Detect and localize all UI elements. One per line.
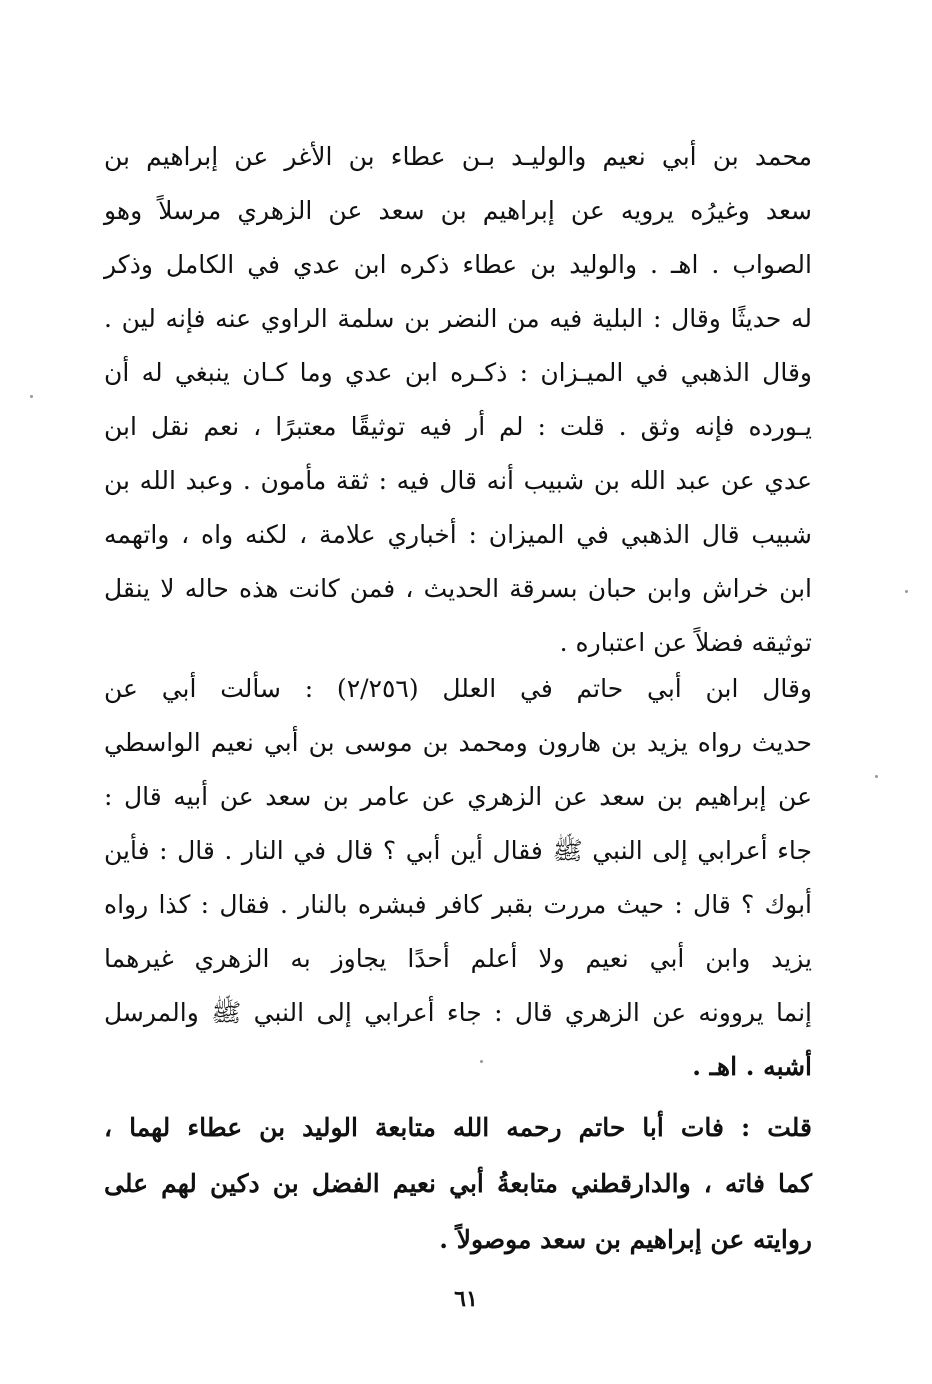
text-line: وقال الذهبي في الميـزان : ذكـره ابن عدي وما كـان ينبغي له أن	[104, 358, 812, 387]
paragraph-3	[104, 1100, 812, 1268]
text-line: ابن خراش وابن حبان بسرقة الحديث ، فمن كانت هذه حاله لا ينقل	[104, 574, 812, 603]
paragraph-2	[104, 662, 812, 1094]
text-line: روايته عن إبراهيم بن سعد موصولاً .	[439, 1225, 812, 1254]
text-line: سعد وغيرُه يرويه عن إبراهيم بن سعد عن الزهري مرسلاً وهو	[104, 196, 812, 225]
text-line: كما فاته ، والدارقطني متابعةُ أبي نعيم الفضل بن دكين لهم على	[104, 1169, 812, 1198]
paragraph-1	[104, 130, 812, 670]
text-line: جاء أعرابي إلى النبي ﷺ فقال أين أبي ؟ قال في النار . قال : فأين	[104, 836, 812, 865]
text-line: عن إبراهيم بن سعد عن الزهري عن عامر بن سعد عن أبيه قال :	[104, 782, 812, 811]
scan-speck	[875, 775, 878, 778]
text-line: يزيد وابن أبي نعيم ولا أعلم أحدًا يجاوز به الزهري غيرهما	[104, 944, 812, 973]
text-line: شبيب قال الذهبي في الميزان : أخباري علامة ، لكنه واه ، واتهمه	[104, 520, 812, 549]
text-line: قلت : فات أبا حاتم رحمه الله متابعة الوليد بن عطاء لهما ،	[104, 1113, 812, 1142]
scan-speck	[480, 1060, 483, 1063]
scan-speck	[30, 395, 33, 398]
page-number: ٦١	[454, 1286, 478, 1312]
scan-speck	[905, 590, 908, 593]
text-line: أشبه . اهـ .	[692, 1052, 812, 1081]
text-line: توثيقه فضلاً عن اعتباره .	[559, 628, 812, 657]
text-line: محمد بن أبي نعيم والوليـد بـن عطاء بن الأغر عن إبراهيم بن	[104, 142, 812, 171]
text-line: حديث رواه يزيد بن هارون ومحمد بن موسى بن أبي نعيم الواسطي	[104, 728, 812, 757]
text-line: الصواب . اهـ . والوليد بن عطاء ذكره ابن عدي في الكامل وذكر	[104, 250, 812, 279]
text-line: له حديثًا وقال : البلية فيه من النضر بن سلمة الراوي عنه فإنه لين .	[104, 304, 812, 333]
text-line: إنما يروونه عن الزهري قال : جاء أعرابي إلى النبي ﷺ والمرسل	[104, 998, 812, 1027]
text-line: وقال ابن أبي حاتم في العلل (٢/٢٥٦) : سألت أبي عن	[104, 674, 813, 703]
text-line: أبوك ؟ قال : حيث مررت بقبر كافر فبشره بالنار . فقال : كذا رواه	[104, 890, 812, 919]
text-line: يـورده فإنه وثق . قلت : لم أر فيه توثيقًا معتبرًا ، نعم نقل ابن	[104, 412, 812, 441]
text-line: عدي عن عبد الله بن شبيب أنه قال فيه : ثقة مأمون . وعبد الله بن	[104, 466, 813, 495]
